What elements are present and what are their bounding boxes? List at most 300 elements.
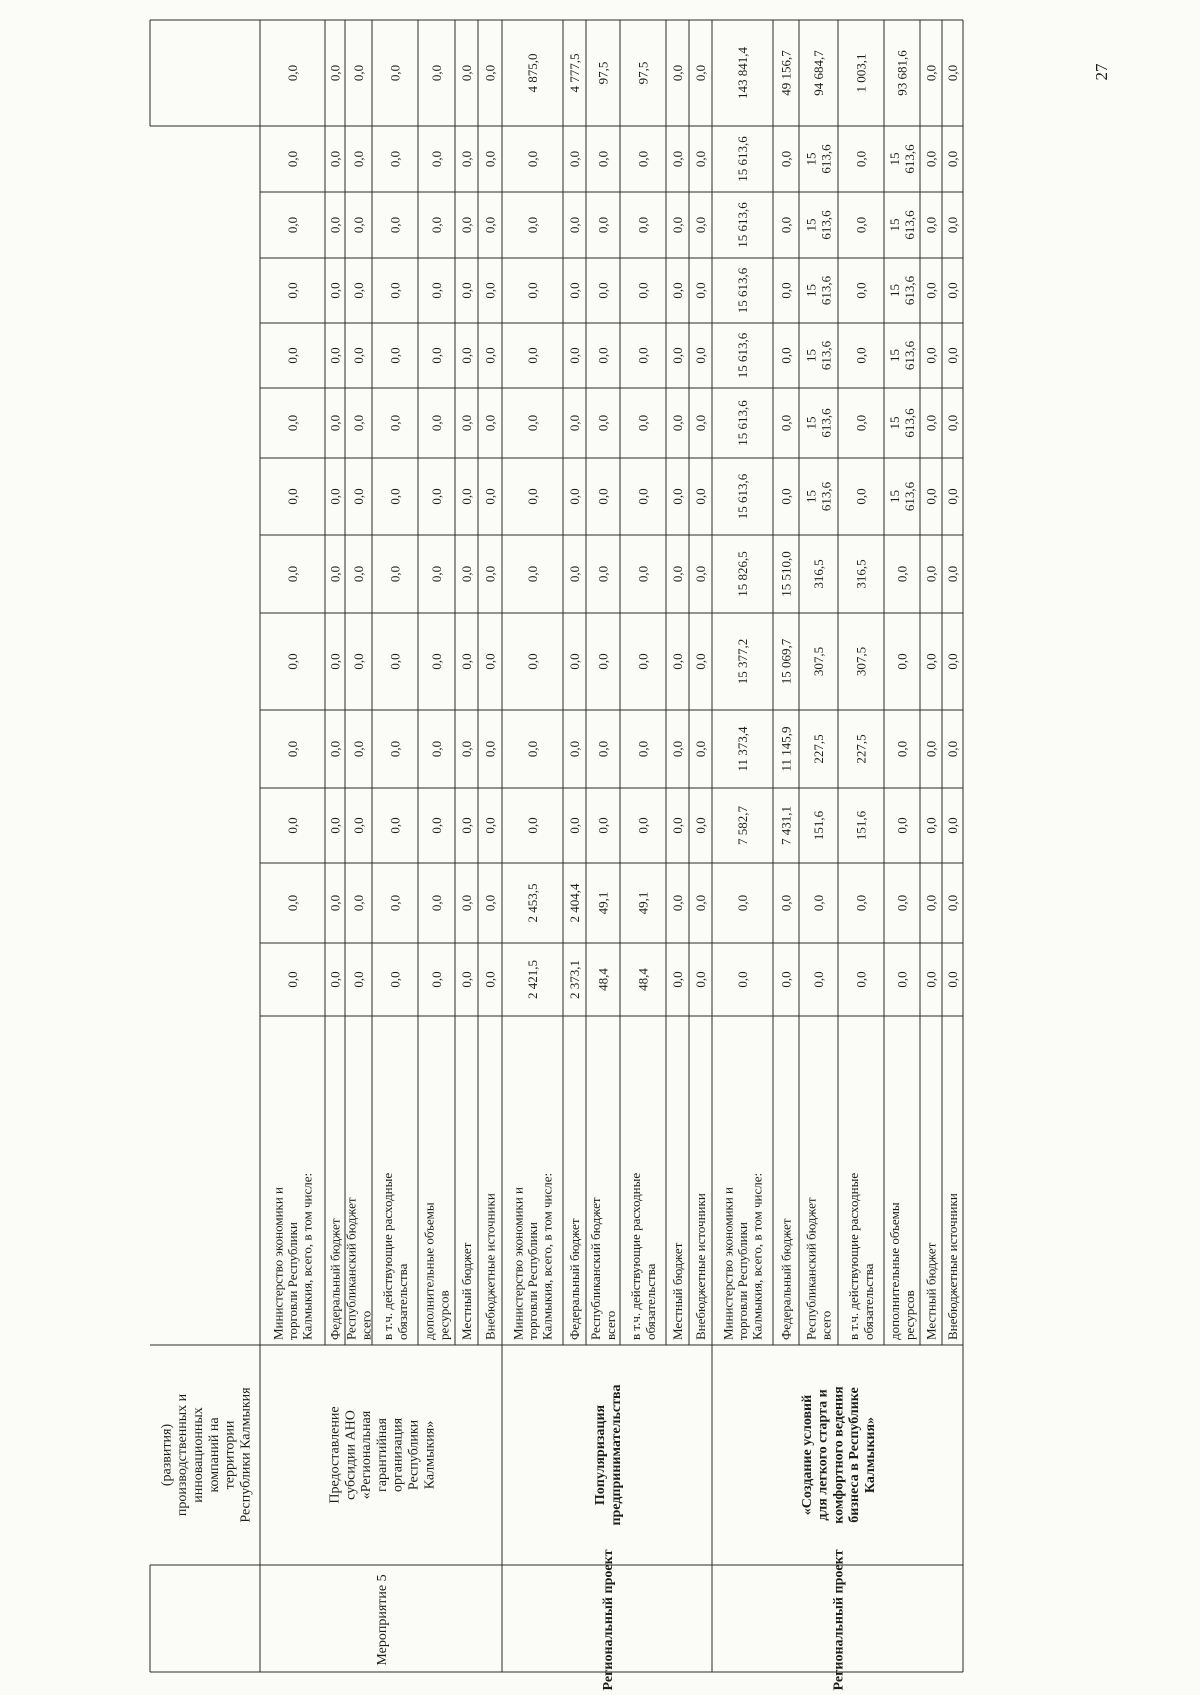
value-cell — [670, 347, 685, 363]
value-cell — [693, 488, 708, 504]
value-cell — [567, 817, 582, 833]
value-cell — [429, 817, 444, 833]
value-cell-line: 151,6 — [853, 810, 869, 841]
value-cell-line: 0,0 — [923, 488, 939, 505]
source-cell — [628, 1173, 658, 1340]
value-cell-line: 0,0 — [482, 216, 498, 234]
source-cell-line: обязательства — [642, 1263, 658, 1340]
value-cell — [636, 415, 651, 431]
value-cell-line: 0,0 — [567, 817, 583, 834]
value-cell — [693, 971, 708, 987]
group-label — [375, 1574, 390, 1665]
value-cell-line: 0,0 — [923, 282, 939, 299]
value-cell-line: 15 — [887, 218, 903, 232]
value-cell — [693, 282, 708, 298]
value-cell-line: 0,0 — [429, 971, 445, 988]
value-cell — [895, 971, 910, 987]
value-cell-line: 0,0 — [945, 282, 961, 299]
value-cell — [567, 653, 582, 669]
value-cell — [429, 971, 444, 987]
value-cell-line: 0,0 — [351, 817, 367, 834]
value-cell-line: 613,6 — [901, 275, 917, 306]
value-cell-line: 316,5 — [811, 559, 827, 589]
source-cell-line: торговли Республики — [525, 1222, 541, 1340]
value-cell-line: 613,6 — [818, 481, 834, 512]
value-cell-line: 0,0 — [459, 347, 475, 364]
value-cell — [636, 217, 651, 233]
value-cell-line: 0,0 — [327, 282, 343, 299]
value-cell — [483, 971, 498, 987]
value-cell — [735, 136, 750, 182]
value-cell-line: 0,0 — [387, 488, 403, 505]
value-cell-line: 15 069,7 — [778, 638, 794, 685]
value-cell-line: 2 373,1 — [567, 960, 583, 999]
source-cell — [588, 1197, 618, 1340]
value-cell — [854, 895, 869, 911]
value-cell-line: 2 404,4 — [567, 883, 583, 923]
source-cell — [846, 1173, 876, 1340]
value-cell — [596, 653, 611, 669]
value-cell-line: 0,0 — [945, 488, 961, 505]
value-cell-line: 0,0 — [894, 565, 910, 583]
value-cell-line: 15 377,2 — [735, 638, 751, 685]
value-cell — [735, 332, 750, 378]
value-cell-line: 0,0 — [853, 150, 869, 168]
value-cell-line: 49,1 — [635, 891, 651, 915]
value-cell-line: 0,0 — [778, 971, 794, 988]
value-cell — [285, 65, 300, 81]
value-cell — [854, 488, 869, 504]
value-cell-line: 15 510,0 — [778, 551, 794, 597]
source-cell-line: ресурсов — [436, 1290, 452, 1340]
value-cell-line: 15 — [803, 416, 819, 430]
value-cell-line: 0,0 — [351, 282, 367, 299]
value-cell — [567, 415, 582, 431]
value-cell — [811, 810, 826, 840]
value-cell — [779, 971, 794, 987]
group-description-line: гарантийная — [374, 1418, 390, 1492]
value-cell — [459, 282, 474, 298]
value-cell — [596, 566, 611, 582]
value-cell-line: 0,0 — [327, 817, 343, 834]
value-cell-line: 15 — [803, 349, 819, 362]
value-cell — [887, 340, 917, 370]
source-cell-line: в т.ч. действующие расходные — [380, 1172, 396, 1340]
value-cell — [945, 741, 960, 757]
value-cell — [429, 566, 444, 582]
value-cell-line: 0,0 — [525, 216, 541, 234]
value-cell — [636, 282, 651, 298]
value-cell-line: 15 — [887, 416, 903, 430]
value-cell-line: 0,0 — [635, 740, 651, 758]
value-cell — [388, 65, 403, 81]
value-cell — [924, 217, 939, 233]
value-cell — [636, 653, 651, 669]
value-cell-line: 613,6 — [818, 144, 834, 174]
value-cell-line: 0,0 — [945, 817, 961, 834]
value-cell-line: 0,0 — [351, 347, 367, 364]
value-cell — [328, 741, 343, 757]
header-fragment-line: инновационных — [190, 1407, 206, 1503]
value-cell — [670, 151, 685, 167]
value-cell — [328, 653, 343, 669]
value-cell-line: 0,0 — [429, 347, 445, 364]
source-cell-line: в т.ч. действующие расходные — [628, 1172, 644, 1340]
value-cell-line: 0,0 — [525, 653, 541, 670]
value-cell — [351, 415, 366, 431]
value-cell-line: 0,0 — [285, 971, 301, 988]
value-cell — [854, 971, 869, 987]
value-cell-line: 0,0 — [894, 817, 910, 834]
value-cell-line: 0,0 — [567, 282, 583, 299]
value-cell — [388, 151, 403, 167]
source-cell-line: всего — [818, 1310, 834, 1340]
value-cell — [596, 892, 611, 915]
value-cell-line: 0,0 — [670, 64, 686, 82]
source-cell-line: обязательства — [394, 1263, 410, 1340]
value-cell-line: 0,0 — [429, 740, 445, 758]
value-cell-line: 0,0 — [635, 817, 651, 834]
value-cell — [285, 347, 300, 363]
source-cell-line: обязательства — [860, 1263, 876, 1340]
value-cell-line: 0,0 — [327, 64, 343, 82]
value-cell-line: 0,0 — [595, 488, 611, 505]
value-cell-line: 0,0 — [351, 894, 367, 912]
value-cell — [459, 217, 474, 233]
value-cell — [636, 347, 651, 363]
source-cell-line: в т.ч. действующие расходные — [846, 1172, 862, 1340]
group-description-line: «Региональная — [359, 1410, 375, 1500]
value-cell-line: 0,0 — [670, 347, 686, 364]
value-cell-line: 0,0 — [670, 740, 686, 758]
value-cell-line: 48,4 — [595, 968, 611, 991]
value-cell-line: 0,0 — [894, 740, 910, 758]
value-cell — [388, 653, 403, 669]
value-cell — [351, 217, 366, 233]
value-cell — [670, 282, 685, 298]
value-cell-line: 0,0 — [923, 64, 939, 82]
value-cell — [735, 473, 750, 519]
value-cell-line: 15 — [803, 152, 819, 166]
group-description-line: Калмыкия» — [422, 1420, 438, 1490]
value-cell — [285, 488, 300, 504]
value-cell-line: 0,0 — [735, 894, 751, 912]
value-cell — [670, 488, 685, 504]
group-label — [601, 1549, 616, 1690]
group-description-line: бизнеса в Республике — [847, 1387, 863, 1523]
value-cell-line: 0,0 — [429, 282, 445, 299]
value-cell-line: 0,0 — [693, 150, 709, 168]
value-cell — [388, 282, 403, 298]
value-cell-line: 0,0 — [693, 653, 709, 670]
source-cell-line: Республиканский бюджет — [588, 1197, 604, 1340]
value-cell — [525, 884, 540, 923]
value-cell — [388, 817, 403, 833]
value-cell — [854, 810, 869, 840]
value-cell — [636, 488, 651, 504]
value-cell — [285, 653, 300, 669]
value-cell — [945, 282, 960, 298]
value-cell — [351, 347, 366, 363]
value-cell — [735, 639, 750, 685]
source-cell-line: Местный бюджет — [670, 1242, 686, 1340]
value-cell — [351, 895, 366, 911]
value-cell-line: 0,0 — [778, 414, 794, 432]
value-cell-line: 0,0 — [482, 347, 498, 364]
value-cell — [854, 647, 869, 676]
value-cell — [285, 817, 300, 833]
value-cell-line: 15 — [887, 284, 903, 297]
value-cell-line: 0,0 — [853, 282, 869, 299]
value-cell — [525, 741, 540, 757]
value-cell-line: 0,0 — [693, 488, 709, 505]
value-cell — [924, 282, 939, 298]
value-cell — [429, 282, 444, 298]
group-description — [800, 1386, 878, 1524]
value-cell — [693, 65, 708, 81]
value-cell-line: 0,0 — [635, 216, 651, 234]
value-cell — [483, 151, 498, 167]
value-cell-line: 0,0 — [351, 565, 367, 583]
source-cell-line: торговли Республики — [735, 1222, 751, 1340]
value-cell-line: 0,0 — [670, 653, 686, 670]
value-cell — [887, 408, 917, 438]
value-cell-line: 11 373,4 — [735, 726, 751, 772]
value-cell — [670, 65, 685, 81]
value-cell — [525, 960, 540, 999]
value-cell-line: 0,0 — [778, 150, 794, 168]
value-cell-line: 7 582,7 — [735, 806, 751, 845]
value-cell — [804, 210, 834, 240]
group-description — [593, 1384, 624, 1525]
value-cell-line: 0,0 — [923, 971, 939, 988]
value-cell-line: 0,0 — [595, 347, 611, 364]
value-cell — [388, 217, 403, 233]
value-cell-line: 0,0 — [387, 565, 403, 583]
value-cell-line: 0,0 — [894, 894, 910, 912]
value-cell-line: 0,0 — [595, 414, 611, 432]
value-cell — [854, 415, 869, 431]
value-cell-line: 0,0 — [429, 64, 445, 82]
value-cell-line: 0,0 — [595, 565, 611, 583]
value-cell-line: 307,5 — [853, 646, 869, 677]
value-cell — [945, 817, 960, 833]
value-cell-line: 0,0 — [429, 150, 445, 168]
value-cell-line: 0,0 — [351, 653, 367, 670]
value-cell — [567, 151, 582, 167]
source-cell-line: Федеральный бюджет — [327, 1218, 343, 1340]
value-cell-line: 0,0 — [945, 565, 961, 583]
value-cell-line: 0,0 — [945, 347, 961, 364]
source-cell-line: дополнительные объемы — [421, 1202, 437, 1340]
source-cell — [945, 1193, 960, 1340]
value-cell-line: 0,0 — [945, 653, 961, 670]
value-cell-line: 0,0 — [635, 414, 651, 432]
value-cell-line: 0,0 — [595, 282, 611, 299]
value-cell — [670, 415, 685, 431]
value-cell-line: 0,0 — [567, 347, 583, 364]
value-cell-line: 0,0 — [670, 282, 686, 299]
value-cell-line: 0,0 — [387, 150, 403, 168]
value-cell-line: 0,0 — [459, 488, 475, 505]
value-cell-line: 0,0 — [459, 817, 475, 834]
value-cell-line: 0,0 — [387, 971, 403, 988]
value-cell — [811, 971, 826, 987]
value-cell — [779, 726, 794, 771]
value-cell-line: 0,0 — [327, 347, 343, 364]
value-cell-line: 0,0 — [923, 565, 939, 583]
value-cell — [567, 217, 582, 233]
value-cell-line: 0,0 — [923, 414, 939, 432]
value-cell — [596, 282, 611, 298]
value-cell — [596, 217, 611, 233]
source-cell-line: дополнительные объемы — [887, 1202, 903, 1340]
value-cell-line: 0,0 — [670, 817, 686, 834]
value-cell-line: 0,0 — [482, 565, 498, 583]
value-cell-line: 0,0 — [923, 216, 939, 234]
value-cell-line: 0,0 — [635, 282, 651, 299]
value-cell-line: 0,0 — [351, 488, 367, 505]
value-cell-line: 0,0 — [285, 347, 301, 364]
group-description-line: Калмыкия» — [863, 1416, 879, 1494]
value-cell — [895, 50, 910, 96]
value-cell-line: 0,0 — [351, 971, 367, 988]
value-cell-line: 0,0 — [387, 740, 403, 758]
value-cell-line: 0,0 — [923, 653, 939, 670]
value-cell — [388, 415, 403, 431]
value-cell-line: 0,0 — [778, 488, 794, 505]
source-cell-line: всего — [358, 1310, 374, 1340]
source-cell-line: ресурсов — [901, 1290, 917, 1340]
value-cell — [483, 415, 498, 431]
value-cell — [945, 971, 960, 987]
value-cell — [779, 806, 794, 845]
page-number: 27 — [1092, 63, 1111, 81]
value-cell-line: 613,6 — [901, 481, 917, 512]
value-cell-line: 0,0 — [567, 740, 583, 758]
value-cell-line: 0,0 — [459, 282, 475, 299]
value-cell — [483, 895, 498, 911]
value-cell-line: 1 003,1 — [853, 53, 869, 93]
source-cell — [567, 1218, 582, 1340]
value-cell-line: 0,0 — [670, 216, 686, 234]
value-cell-line: 0,0 — [811, 971, 827, 988]
value-cell-line: 0,0 — [853, 414, 869, 432]
value-cell — [895, 566, 910, 582]
value-cell-line: 0,0 — [482, 971, 498, 988]
value-cell — [670, 653, 685, 669]
value-cell — [429, 65, 444, 81]
value-cell-line: 0,0 — [525, 150, 541, 168]
source-cell-line: Министерство экономики и — [720, 1186, 736, 1340]
value-cell-line: 0,0 — [693, 347, 709, 364]
value-cell — [693, 817, 708, 833]
value-cell-line: 227,5 — [811, 734, 827, 764]
value-cell-line: 15 613,6 — [735, 202, 751, 248]
group-description-line: Республики — [406, 1419, 422, 1491]
source-cell-line: Министерство экономики и — [510, 1186, 526, 1340]
value-cell-line: 0,0 — [285, 817, 301, 834]
value-cell — [735, 895, 750, 911]
value-cell — [887, 144, 917, 174]
value-cell-line: 0,0 — [670, 414, 686, 432]
value-cell-line: 0,0 — [351, 216, 367, 234]
value-cell-line: 2 453,5 — [525, 883, 541, 923]
value-cell-line: 0,0 — [285, 150, 301, 168]
value-cell-line: 0,0 — [327, 488, 343, 505]
value-cell — [429, 415, 444, 431]
value-cell — [388, 488, 403, 504]
value-cell-line: 0,0 — [693, 565, 709, 583]
value-cell-line: 49 156,7 — [778, 50, 794, 96]
value-cell-line: 0,0 — [285, 414, 301, 432]
value-cell-line: 0,0 — [853, 894, 869, 912]
value-cell — [459, 347, 474, 363]
value-cell-line: 97,5 — [595, 61, 611, 85]
value-cell — [459, 151, 474, 167]
group-description — [327, 1406, 437, 1503]
value-cell-line: 0,0 — [285, 565, 301, 583]
value-cell — [693, 741, 708, 757]
value-cell — [636, 817, 651, 833]
value-cell-line: 4 777,5 — [567, 53, 583, 93]
value-cell — [779, 151, 794, 167]
value-cell — [779, 551, 794, 597]
value-cell-line: 0,0 — [853, 347, 869, 364]
value-cell-line: 0,0 — [595, 216, 611, 234]
value-cell — [596, 151, 611, 167]
value-cell — [895, 895, 910, 911]
value-cell — [596, 968, 611, 991]
value-cell-line: 0,0 — [459, 150, 475, 168]
source-cell-line: Федеральный бюджет — [567, 1218, 583, 1340]
value-cell — [525, 817, 540, 833]
value-cell — [328, 347, 343, 363]
value-cell — [429, 217, 444, 233]
value-cell — [636, 151, 651, 167]
value-cell — [924, 741, 939, 757]
value-cell — [693, 895, 708, 911]
value-cell — [525, 282, 540, 298]
value-cell-line: 48,4 — [635, 968, 651, 991]
value-cell — [924, 895, 939, 911]
value-cell — [459, 971, 474, 987]
value-cell-line: 0,0 — [923, 740, 939, 758]
value-cell — [924, 488, 939, 504]
value-cell — [567, 282, 582, 298]
group-label-line: Региональный проект — [831, 1549, 847, 1691]
value-cell — [388, 971, 403, 987]
value-cell — [567, 566, 582, 582]
value-cell — [735, 726, 750, 772]
value-cell — [779, 415, 794, 431]
value-cell — [924, 347, 939, 363]
source-cell-line: торговли Республики — [285, 1222, 301, 1340]
value-cell-line: 0,0 — [327, 414, 343, 432]
group-label — [831, 1549, 846, 1690]
value-cell — [351, 653, 366, 669]
value-cell-line: 0,0 — [285, 64, 301, 82]
value-cell — [429, 347, 444, 363]
source-cell — [270, 1173, 314, 1340]
value-cell-line: 0,0 — [525, 347, 541, 364]
source-cell — [510, 1173, 554, 1340]
value-cell — [459, 415, 474, 431]
value-cell-line: 11 145,9 — [778, 726, 794, 772]
value-cell-line: 0,0 — [285, 740, 301, 758]
value-cell-line: 0,0 — [482, 64, 498, 82]
source-cell-line: Калмыкия, всего, в том числе: — [539, 1172, 555, 1340]
